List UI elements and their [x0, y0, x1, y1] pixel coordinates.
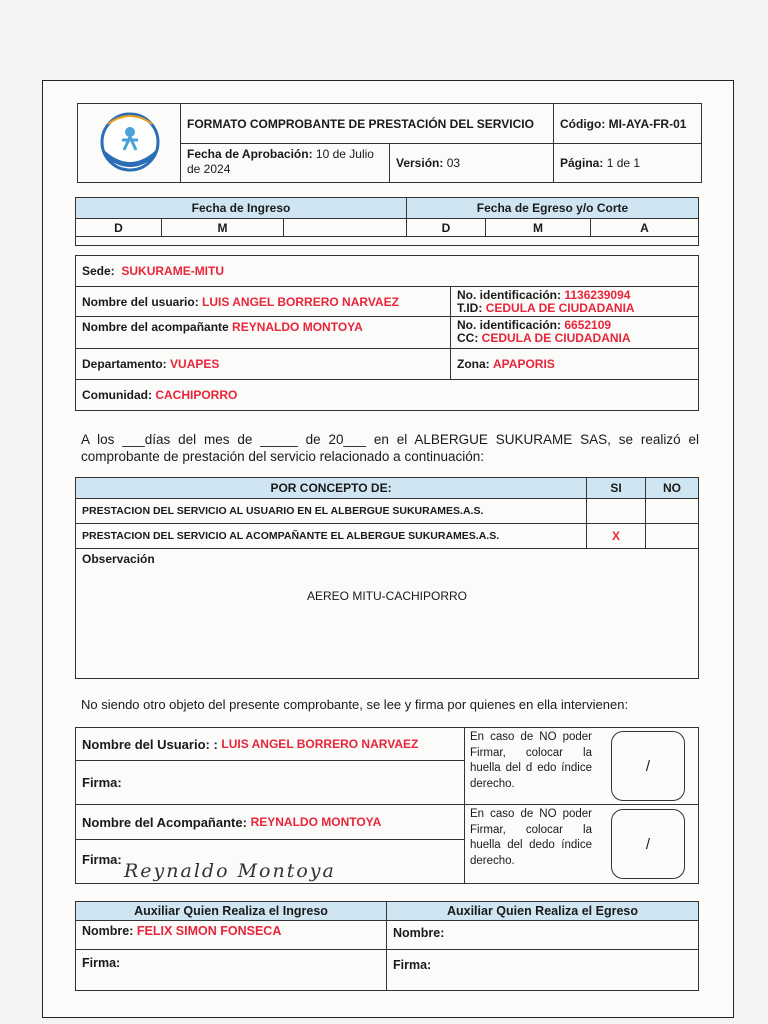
concepto-header: POR CONCEPTO DE: — [75, 477, 587, 499]
form-title: FORMATO COMPROBANTE DE PRESTACIÓN DEL SERVICIO — [180, 103, 554, 144]
egreso-year: A — [590, 218, 699, 237]
auxiliar-egreso-nombre[interactable] — [386, 920, 699, 950]
id1-value: 1136239094 — [564, 288, 631, 302]
comunidad-row — [75, 379, 699, 411]
egreso-day: D — [406, 218, 486, 237]
sede-value: SUKURAME-MITU — [121, 264, 225, 278]
acompanante-row — [75, 316, 451, 349]
ingreso-year — [283, 218, 407, 237]
observacion-box[interactable] — [75, 548, 699, 679]
usuario-row — [75, 286, 451, 317]
depto-label: Departamento: — [82, 357, 167, 371]
auxiliar-egreso-firma[interactable] — [386, 949, 699, 991]
page-value: 1 de 1 — [606, 156, 641, 170]
huella-acompanante-text: En caso de NO poder Firmar, colocar la huella del dedo índice derecho. — [470, 808, 592, 867]
version-value: 03 — [446, 156, 461, 170]
sign-intro: No siendo otro objeto del presente comprobante, se lee y firma por quienes en ella intervienen: — [81, 697, 629, 712]
auxiliar-egreso-header: Auxiliar Quien Realiza el Egreso — [386, 901, 699, 921]
id2-value: 6652109 — [564, 318, 612, 332]
concepto-row-acompanante-si[interactable]: X — [586, 523, 646, 549]
auxiliar-egreso-nombre-label: Nombre: — [393, 926, 445, 940]
concepto-row-acompanante-no[interactable] — [645, 523, 699, 549]
huella-acompanante-box[interactable]: / — [611, 809, 685, 879]
approval-date — [180, 143, 390, 183]
zona-label: Zona: — [457, 357, 490, 371]
usuario-id-cell — [450, 286, 699, 317]
auxiliar-ingreso-firma[interactable] — [75, 949, 387, 991]
auxiliar-ingreso-nombre-value: FELIX SIMON FONSECA — [136, 924, 282, 938]
id2-label: No. identificación: — [457, 318, 562, 332]
observacion-value: AEREO MITU-CACHIPORRO — [306, 589, 467, 603]
auxiliar-egreso-firma-label: Firma: — [393, 958, 432, 972]
comunidad-value: CACHIPORRO — [155, 388, 238, 402]
auxiliar-ingreso-nombre-label: Nombre: — [82, 924, 134, 938]
zona-value: APAPORIS — [493, 357, 555, 371]
sede-row — [75, 255, 699, 287]
handwritten-signature: Reynaldo Montoya — [124, 860, 336, 882]
depto-value: VUAPES — [170, 357, 220, 371]
firma-acompanante-nombre-row — [75, 804, 465, 840]
acompanante-id-cell — [450, 316, 699, 349]
departamento-row — [75, 348, 451, 380]
cc-label: CC: — [457, 331, 479, 345]
page-number — [553, 143, 702, 183]
firma-acompanante-value: REYNALDO MONTOYA — [250, 815, 382, 829]
usuario-label: Nombre del usuario: — [82, 294, 199, 309]
approval-value: 10 de Julio de 2024 — [187, 147, 374, 176]
acomp-value: REYNALDO MONTOYA — [232, 320, 363, 334]
auxiliar-ingreso-header: Auxiliar Quien Realiza el Ingreso — [75, 901, 387, 921]
version-label: Versión: — [396, 156, 444, 170]
sukurame-logo — [78, 104, 182, 184]
id1-label: No. identificación: — [457, 288, 562, 302]
acomp-label: Nombre del acompañante — [82, 320, 229, 334]
firma-usuario-row[interactable] — [75, 760, 465, 805]
comunidad-label: Comunidad: — [82, 388, 152, 402]
fecha-ingreso-header: Fecha de Ingreso — [75, 197, 407, 219]
form-code: Código: MI-AYA-FR-01 — [553, 103, 702, 144]
firma-usuario-label: Nombre del Usuario: : — [82, 736, 218, 752]
fecha-egreso-header: Fecha de Egreso y/o Corte — [406, 197, 699, 219]
huella-usuario-text: En caso de NO poder Firmar, colocar la huella del d edo índice derecho. — [470, 731, 592, 790]
concepto-row-usuario: PRESTACION DEL SERVICIO AL USUARIO EN EL ALBERGUE SUKURAMES.A.S. — [75, 498, 587, 524]
cc-value: CEDULA DE CIUDADANIA — [481, 331, 631, 345]
page-label: Página: — [560, 156, 604, 170]
concepto-row-usuario-si[interactable] — [586, 498, 646, 524]
tid-value: CEDULA DE CIUDADANIA — [485, 301, 635, 315]
usuario-value: LUIS ANGEL BORRERO NARVAEZ — [202, 294, 399, 309]
firma-acompanante-label: Nombre del Acompañante: — [82, 814, 247, 830]
firma-acompanante-row[interactable] — [75, 839, 465, 884]
approval-label: Fecha de Aprobación: — [187, 147, 313, 161]
dates-blank-row — [75, 236, 699, 246]
firma-usuario-value: LUIS ANGEL BORRERO NARVAEZ — [221, 737, 419, 751]
concepto-row-acompanante: PRESTACION DEL SERVICIO AL ACOMPAÑANTE EL ALBERGUE SUKURAMES.A.S. — [75, 523, 587, 549]
version — [389, 143, 554, 183]
firma-usuario-nombre-row — [75, 727, 465, 761]
huella-usuario-cell — [464, 727, 699, 805]
ingreso-day: D — [75, 218, 162, 237]
observacion-label: Observación — [82, 552, 155, 566]
ingreso-month: M — [161, 218, 284, 237]
intro-paragraph: A los ___días del mes de _____ de 20___ en el ALBERGUE SUKURAME SAS, se realizó el comprobante de prestación del servicio relacionado a continuación: — [81, 432, 699, 464]
concepto-row-usuario-no[interactable] — [645, 498, 699, 524]
firma-usuario-firma-label: Firma: — [82, 775, 122, 790]
document-page — [42, 80, 734, 1018]
auxiliar-ingreso-nombre — [75, 920, 387, 950]
auxiliar-ingreso-firma-label: Firma: — [82, 956, 121, 970]
huella-acompanante-cell — [464, 804, 699, 884]
firma-acompanante-firma-label: Firma: — [82, 852, 122, 867]
logo-cell — [77, 103, 181, 183]
zona-cell — [450, 348, 699, 380]
sede-label: Sede: — [82, 264, 115, 278]
huella-usuario-box[interactable]: / — [611, 731, 685, 801]
egreso-month: M — [485, 218, 591, 237]
tid-label: T.ID: — [457, 301, 483, 315]
si-header: SI — [586, 477, 646, 499]
no-header: NO — [645, 477, 699, 499]
